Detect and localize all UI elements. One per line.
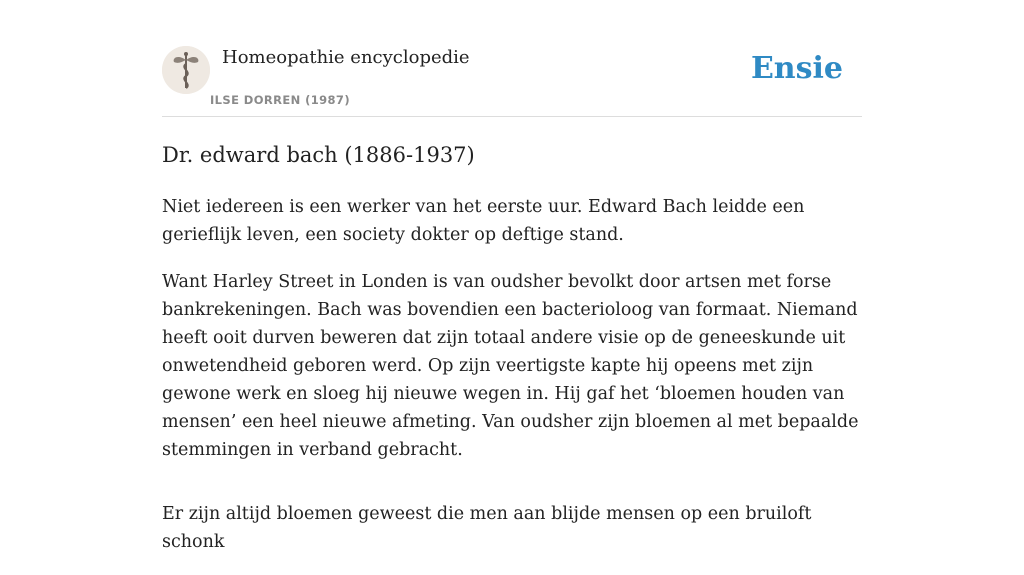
article-body [162,193,862,556]
author-label[interactable]: ILSE DORREN (1987) [210,93,350,107]
paragraph: Er zijn altijd bloemen geweest die men aan blijde mensen op een bruiloft schonk [162,504,812,552]
article-title: Dr. edward bach (1886-1937) [162,143,475,167]
paragraph: Want Harley Street in Londen is van oudsher bevolkt door artsen met forse bankrekeningen. Bach was bovendien een bacterioloog van formaat. Niemand heeft ooit durven beweren dat zijn totaal andere visie op de geneeskunde uit onwetendheid geboren werd. Op zijn veertigste kapte hij opeens met zijn gewone werk en sloeg hij nieuwe wegen in. Hij gaf het ‘bloemen houden van mensen’ een heel nieuwe afmeting. Van oudsher zijn bloemen al met bepaalde stemmingen in verband gebracht. [162,272,859,460]
plant-caduceus-icon [162,46,210,94]
paragraph: Niet iedereen is een werker van het eerste uur. Edward Bach leidde een gerieflijk leven, een society dokter op deftige stand. [162,197,805,245]
book-avatar[interactable] [162,46,210,94]
book-title[interactable]: Homeopathie encyclopedie [222,47,470,68]
header [162,0,862,117]
page [162,0,862,575]
brand-logo[interactable]: Ensie [750,51,843,86]
